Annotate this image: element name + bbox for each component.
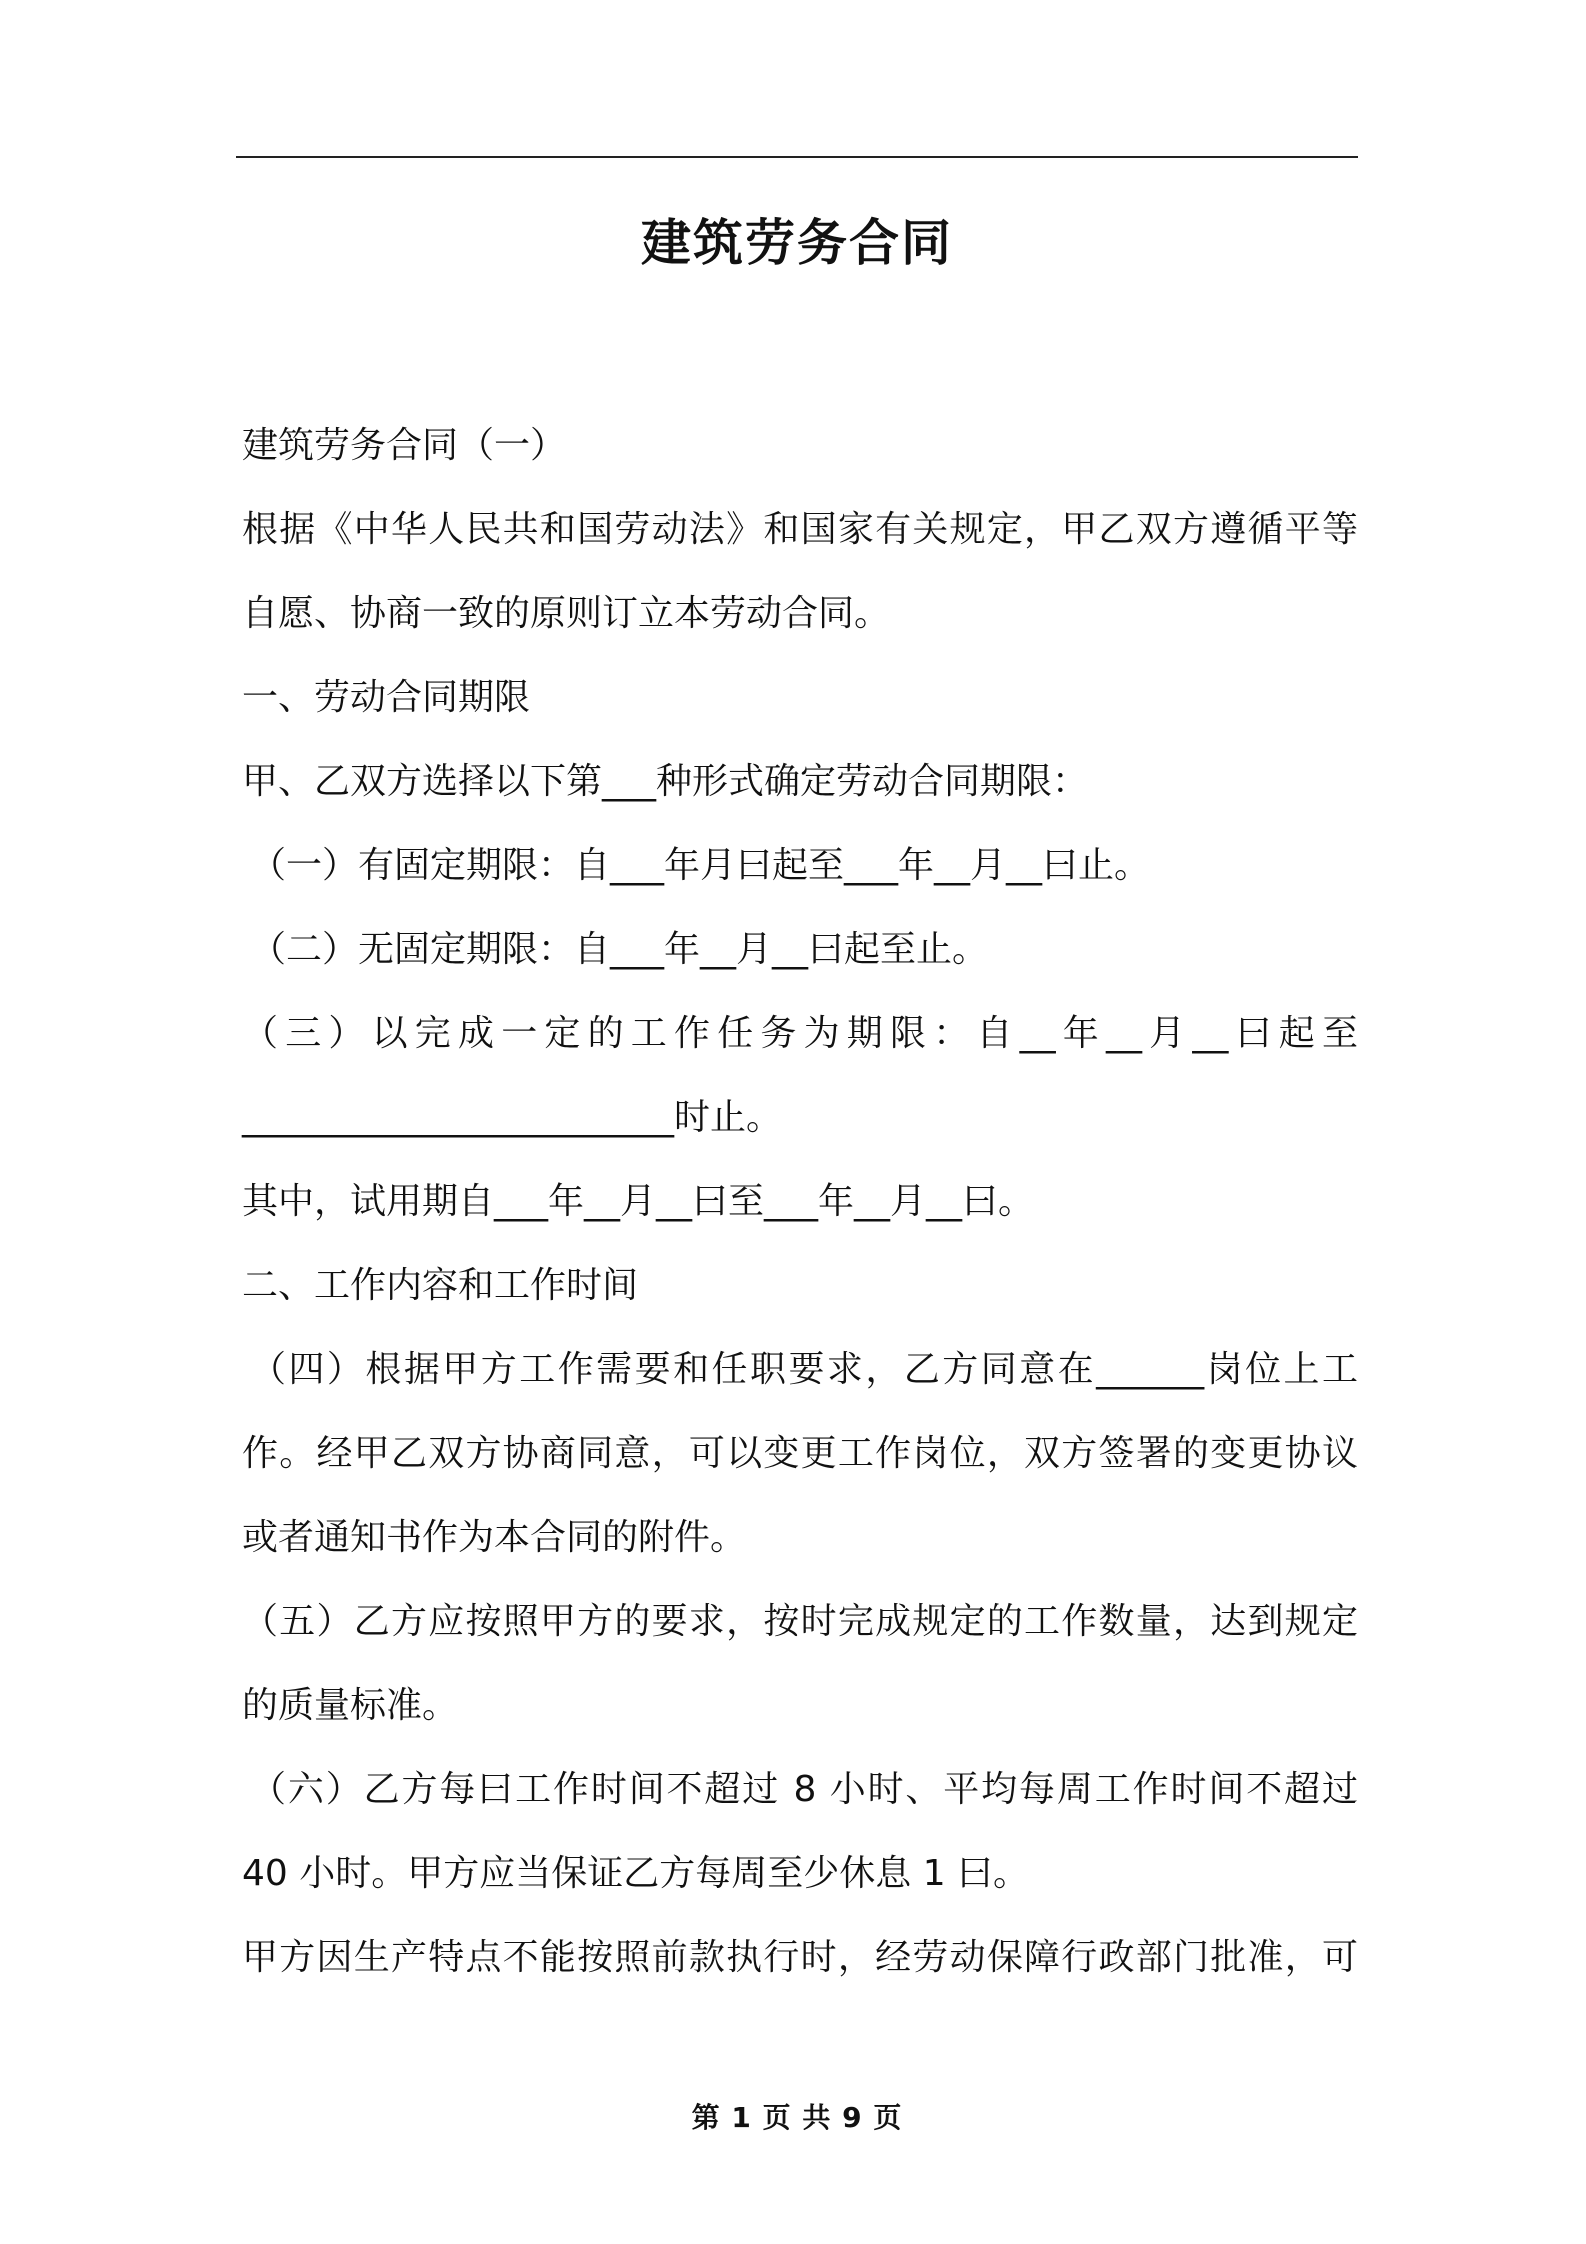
- document-title: 建筑劳务合同: [641, 214, 953, 272]
- body-paragraph: 的质量标准。: [242, 1685, 459, 1726]
- page-number: 第 1 页 共 9 页: [691, 2101, 903, 2134]
- body-paragraph: 其中，试用期自___年__月__曰至___年__月__曰。: [242, 1181, 1035, 1222]
- clause-heading: 二、工作内容和工作时间: [242, 1265, 639, 1306]
- document-body: [242, 404, 1358, 2000]
- clause-item: （六）乙方每曰工作时间不超过 8 小时、平均每周工作时间不超过: [250, 1769, 1358, 1810]
- header-rule: [236, 156, 1358, 158]
- clause-heading: 一、劳动合同期限: [242, 677, 531, 718]
- clause-item: （三）以完成一定的工作任务为期限：自__年__月__曰起至: [242, 1013, 1358, 1054]
- body-paragraph: 40 小时。甲方应当保证乙方每周至少休息 1 曰。: [242, 1853, 1030, 1894]
- body-paragraph: ________________________时止。: [242, 1097, 783, 1138]
- clause-item: （二）无固定期限：自___年__月__曰起至止。: [250, 929, 989, 970]
- section-heading: 建筑劳务合同（一）: [242, 425, 567, 466]
- body-paragraph: 作。经甲乙双方协商同意，可以变更工作岗位，双方签署的变更协议: [242, 1433, 1358, 1474]
- clause-item: （一）有固定期限：自___年月曰起至___年__月__曰止。: [250, 845, 1151, 886]
- body-paragraph: 甲、乙双方选择以下第___种形式确定劳动合同期限：: [242, 761, 1089, 802]
- body-paragraph: 自愿、协商一致的原则订立本劳动合同。: [242, 593, 891, 634]
- body-paragraph: 或者通知书作为本合同的附件。: [242, 1517, 747, 1558]
- body-paragraph: 甲方因生产特点不能按照前款执行时，经劳动保障行政部门批准，可: [242, 1937, 1358, 1978]
- clause-item: （四）根据甲方工作需要和任职要求，乙方同意在______岗位上工: [250, 1349, 1358, 1390]
- clause-item: （五）乙方应按照甲方的要求，按时完成规定的工作数量，达到规定: [242, 1601, 1358, 1642]
- body-paragraph: 根据《中华人民共和国劳动法》和国家有关规定，甲乙双方遵循平等: [242, 509, 1358, 550]
